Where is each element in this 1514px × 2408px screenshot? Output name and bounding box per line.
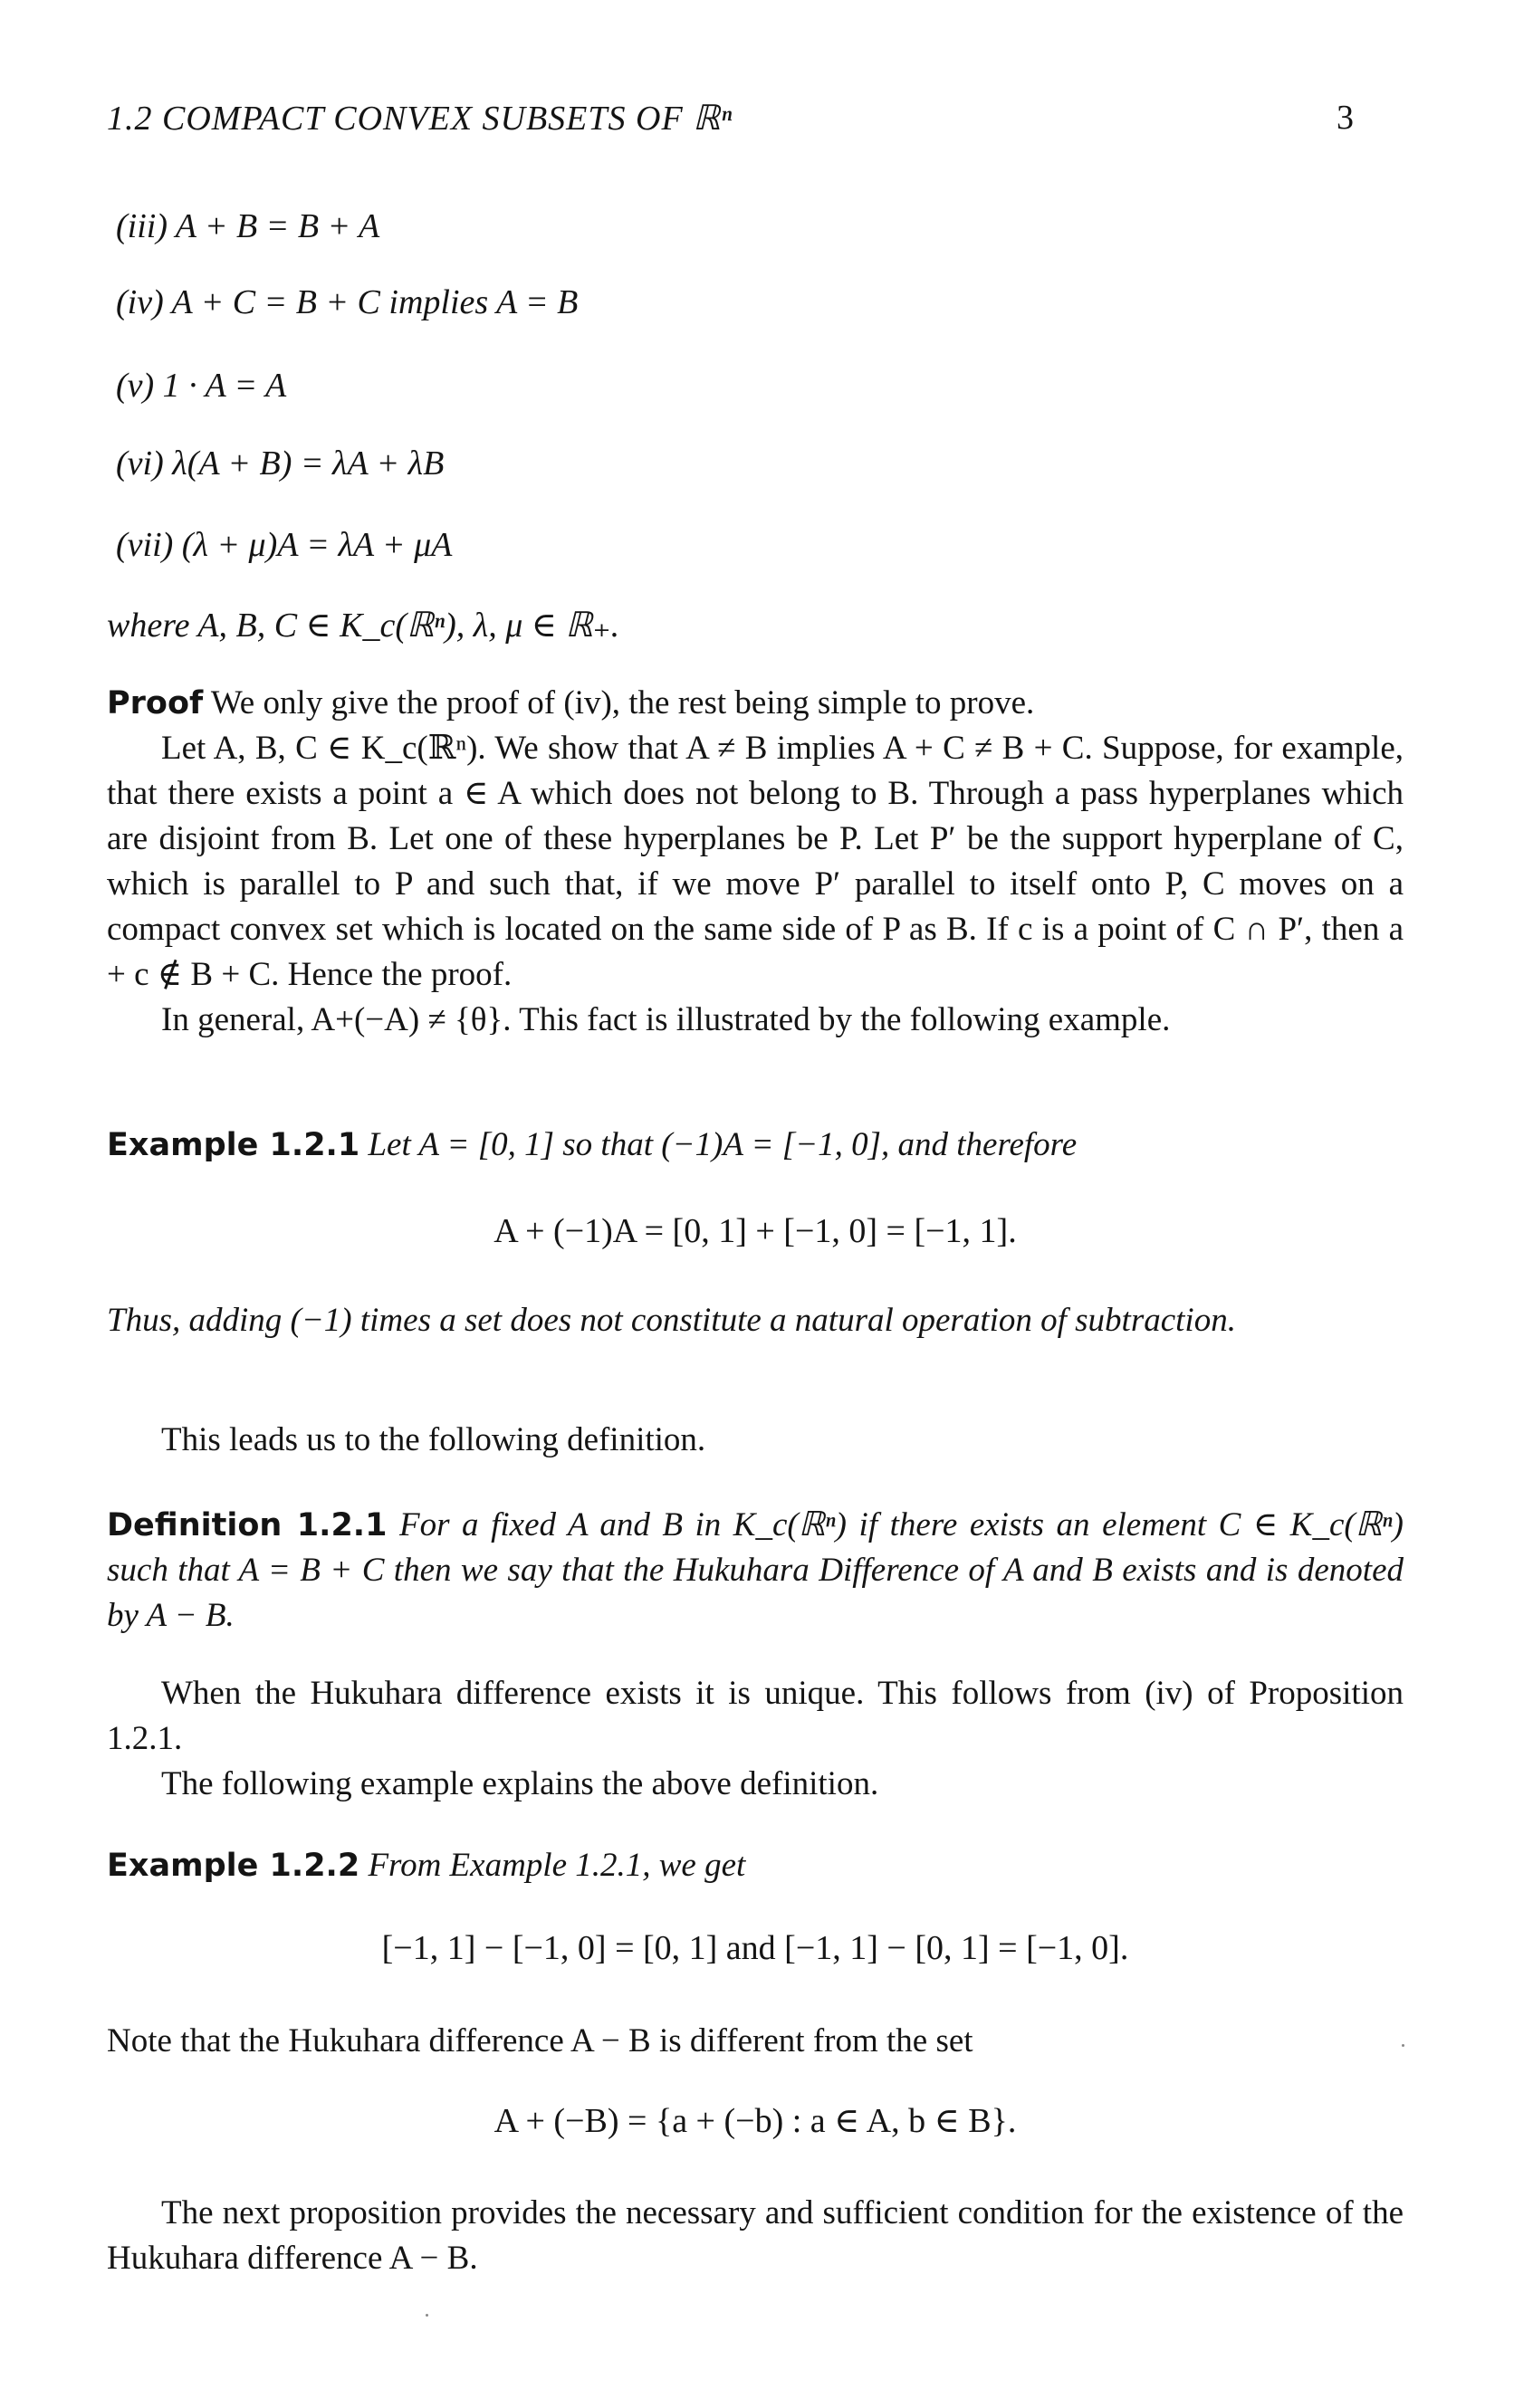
running-header-title: 1.2 COMPACT CONVEX SUBSETS OF ℝⁿ bbox=[107, 100, 733, 138]
property-iv: (iv) A + C = B + C implies A = B bbox=[116, 283, 579, 321]
where-line: where A, B, C ∈ K_c(ℝⁿ), λ, μ ∈ ℝ₊. bbox=[107, 607, 620, 645]
example-2-label: Example 1.2.2 bbox=[107, 1848, 360, 1884]
example-1-2-1 bbox=[107, 1123, 1404, 1168]
proof-label: Proof bbox=[107, 685, 204, 721]
proof-body: Let A, B, C ∈ K_c(ℝⁿ). We show that A ≠ B implies A + C ≠ B + C. Suppose, for example, that there exists a point a ∈ A which does not belong to B. Through a pass hyperplanes which are disjoint from B. Let one of these hyperplanes be P. Let P′ be the support hyperplane of C, which is parallel to P and such that, if we move P′ parallel to itself onto P, C moves on a compact convex set which is located on the same side of P as B. If c is a point of C ∩ P′, then a + c ∉ B + C. Hence the proof. bbox=[107, 730, 1404, 993]
example-1-2-2 bbox=[107, 1843, 1404, 1888]
definition-1-2-1 bbox=[107, 1503, 1404, 1639]
proof-first-line: We only give the proof of (iv), the rest being simple to prove. bbox=[210, 684, 1035, 721]
definition-text: For a fixed A and B in K_c(ℝⁿ) if there exists an element C ∈ K_c(ℝⁿ) such that A = B + C then we say that the Hukuhara Difference of A and B exists and is denoted by A − B. bbox=[107, 1506, 1404, 1634]
following-example-text: The following example explains the above definition. bbox=[161, 1765, 879, 1802]
uniqueness-text: When the Hukuhara difference exists it is unique. This follows from (iv) of Proposition 1.2.1. bbox=[107, 1675, 1404, 1757]
proof-block bbox=[107, 681, 1404, 1043]
example-2-statement: From Example 1.2.1, we get bbox=[368, 1847, 746, 1884]
example-2-equation: [−1, 1] − [−1, 0] = [0, 1] and [−1, 1] − [0, 1] = [−1, 0]. bbox=[381, 1929, 1129, 1967]
note-text: Note that the Hukuhara difference A − B is different from the set bbox=[107, 2022, 973, 2059]
property-iii: (iii) A + B = B + A bbox=[116, 207, 380, 245]
property-vi: (vi) λ(A + B) = λA + λB bbox=[116, 444, 445, 483]
scan-speck bbox=[426, 2314, 428, 2317]
property-v: (v) 1 · A = A bbox=[116, 367, 287, 405]
proof-general-remark: In general, A+(−A) ≠ {θ}. This fact is illustrated by the following example. bbox=[161, 1001, 1171, 1038]
scan-speck bbox=[1402, 2044, 1404, 2047]
set-equation: A + (−B) = {a + (−b) : a ∈ A, b ∈ B}. bbox=[493, 2102, 1017, 2140]
example-1-remark: Thus, adding (−1) times a set does not constitute a natural operation of subtraction. bbox=[107, 1302, 1236, 1339]
property-vii: (vii) (λ + μ)A = λA + μA bbox=[116, 526, 453, 564]
page-number: 3 bbox=[1337, 99, 1354, 137]
lead-in-text: This leads us to the following definition. bbox=[161, 1421, 706, 1458]
example-1-statement: Let A = [0, 1] so that (−1)A = [−1, 0], and therefore bbox=[368, 1126, 1078, 1163]
definition-label: Definition 1.2.1 bbox=[107, 1507, 388, 1543]
example-1-label: Example 1.2.1 bbox=[107, 1127, 360, 1163]
example-1-equation: A + (−1)A = [0, 1] + [−1, 0] = [−1, 1]. bbox=[493, 1212, 1017, 1250]
closing-text: The next proposition provides the necessary and sufficient condition for the existence of the Hukuhara difference A − B. bbox=[107, 2194, 1404, 2277]
